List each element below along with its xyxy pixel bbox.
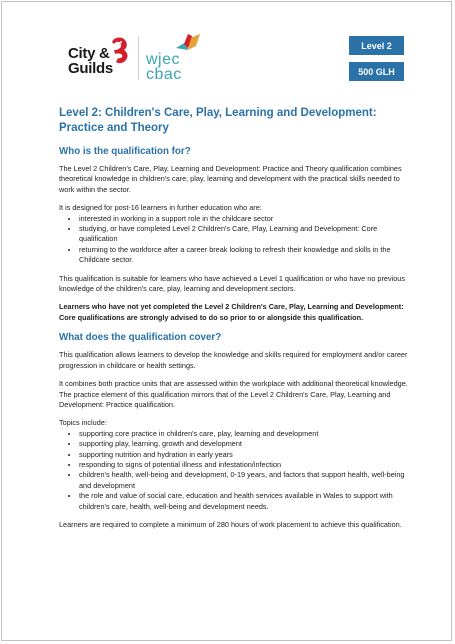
wjec-cbac-logo — [146, 32, 216, 84]
lion-icon — [106, 36, 130, 66]
section-heading-cover: What does the qualification cover? — [59, 332, 222, 344]
cover-intro: This qualification allows learners to develop the knowledge and skills required for employment and/or career progression in childcare or health settings. — [59, 350, 408, 370]
level-badge: Level 2 — [349, 36, 404, 55]
city-guilds-logo — [68, 36, 130, 84]
list-item: • responding to signs of potential illness and infestation/infection — [79, 460, 411, 470]
city-guilds-logo-line2: Guilds — [68, 60, 113, 77]
list-item: • studying, or have completed Level 2 Children's Care, Play, Learning and Development: Core qualification — [79, 224, 411, 245]
section-heading-who: Who is the qualification for? — [59, 146, 191, 157]
list-item: • supporting core practice in children's care, play, learning and development — [79, 429, 411, 439]
list-item: • the role and value of social care, education and health services available in Wales to support with children's care, health, well-being and development needs. — [79, 491, 411, 512]
list-item: • returning to the workforce after a career break looking to refresh their knowledge and skills in the Childcare sector. — [79, 245, 411, 266]
who-bold-note: Learners who have not yet completed the Level 2 Children's Care, Play, Learning and Development: Core qualifications are strongly advised to do so prior to or alongside this qualification. — [59, 302, 404, 322]
cover-practice: It combines both practice units that are assessed within the workplace with additional theoretical knowledge. The practice element of this qualification mirrors that of the Level 2 Children's Care, Play, Learning and Development: Practice qualification. — [59, 379, 408, 409]
topics-list — [59, 429, 411, 512]
wjec-logo-line2: cbac — [146, 66, 182, 83]
logo-divider — [138, 36, 139, 80]
list-item: • supporting nutrition and hydration in early years — [79, 450, 411, 460]
book-icon — [174, 32, 202, 52]
who-intro: The Level 2 Children's Care, Play, Learning and Development: Practice and Theory qualification combines theoretical knowledge in children's care, play, learning and development with the practical skills needed to work within the sector. — [59, 164, 402, 194]
wjec-logo-line1: wjec — [146, 51, 181, 68]
main-content — [59, 106, 411, 538]
who-list-lead: It is designed for post-16 learners in further education who are: — [59, 203, 262, 213]
cover-list-lead: Topics include: — [59, 418, 107, 428]
list-item: • supporting play, learning, growth and development — [79, 439, 411, 449]
document-page — [1, 1, 452, 641]
list-item: • interested in working in a support role in the childcare sector — [79, 214, 411, 224]
who-suitability: This qualification is suitable for learners who have achieved a Level 1 qualification or who have no previous knowledge of the children's care, play, learning and development sectors. — [59, 273, 405, 294]
city-guilds-logo-line1: City & — [68, 45, 110, 62]
hours-badge: 500 GLH — [349, 62, 404, 81]
who-list — [59, 214, 411, 266]
page-title: Level 2: Children's Care, Play, Learning and Development: Practice and Theory — [59, 107, 377, 134]
list-item: • children's health, well-being and development, 0-19 years, and factors that support health, well-being and development — [79, 470, 411, 491]
cover-closing: Learners are required to complete a minimum of 280 hours of work placement to achieve this qualification. — [59, 519, 402, 529]
